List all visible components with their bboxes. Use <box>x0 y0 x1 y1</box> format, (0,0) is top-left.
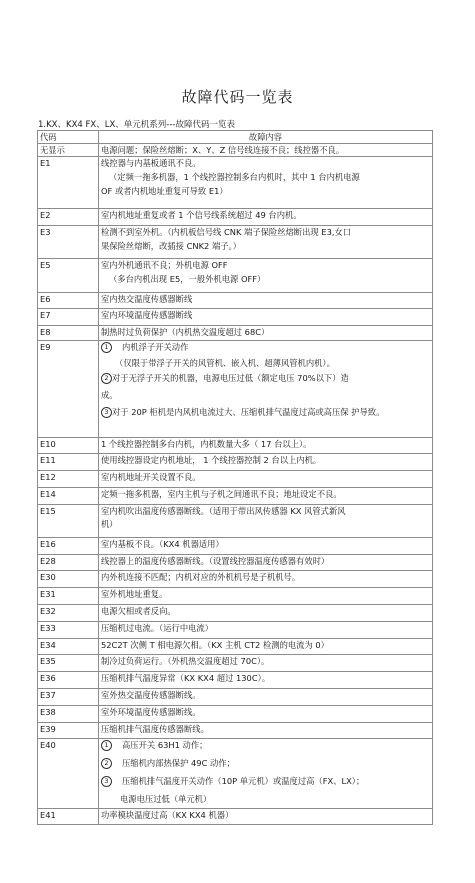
fault-description <box>99 226 433 259</box>
fault-code: E39 <box>38 723 99 739</box>
table-row <box>38 505 433 538</box>
fault-code: E1 <box>38 157 99 209</box>
fault-description <box>99 605 433 622</box>
table-header-row <box>38 131 433 144</box>
fault-description <box>99 144 433 157</box>
circled-number: 1 <box>101 740 112 751</box>
description-line: 室内环境温度传感器断线 <box>101 310 193 320</box>
table-row <box>38 259 433 293</box>
description-line: 制冷过负荷运行。（外机热交温度超过 70C）。 <box>101 656 270 666</box>
circled-number: 3 <box>101 776 112 787</box>
fault-description <box>99 438 433 454</box>
description-line: 3 对于 20P 柜机是内风机电流过大、压缩机排气温度过高或高压保 护导致。 <box>101 407 430 418</box>
table-row <box>38 555 433 571</box>
description-line: 内外机连接不匹配；内机对应的外机机号是子机机号。 <box>101 572 301 582</box>
table-row <box>38 622 433 639</box>
fault-code: E10 <box>38 438 99 454</box>
description-line: 室内外机通讯不良；外机电源 OFF <box>101 260 228 270</box>
fault-description <box>99 471 433 488</box>
table-row <box>38 571 433 588</box>
fault-code: E3 <box>38 226 99 259</box>
description-line: 压缩机过电流。（运行中电流） <box>101 623 214 633</box>
fault-description <box>99 655 433 672</box>
fault-description <box>99 505 433 538</box>
fault-description <box>99 689 433 706</box>
fault-code: E35 <box>38 655 99 672</box>
fault-description <box>99 209 433 226</box>
fault-description <box>99 706 433 723</box>
fault-description <box>99 639 433 655</box>
description-line: 室内机吹出温度传感器断线。（适用于带出风传感器 KX 风管式新风 <box>101 506 346 516</box>
table-row <box>38 293 433 309</box>
fault-code: E36 <box>38 672 99 689</box>
fault-code: E28 <box>38 555 99 571</box>
page-title: 故障代码一览表 <box>181 88 294 106</box>
table-row <box>38 488 433 505</box>
fault-code: E32 <box>38 605 99 622</box>
fault-description <box>99 293 433 309</box>
fault-code-table <box>37 130 433 825</box>
fault-code: E12 <box>38 471 99 488</box>
fault-description <box>99 341 433 438</box>
table-row <box>38 588 433 605</box>
fault-description <box>99 622 433 639</box>
fault-description <box>99 739 433 809</box>
fault-code: E5 <box>38 259 99 293</box>
description-line: （多台内机出现 E5，一般外机电源 OFF） <box>109 274 266 285</box>
fault-code: E34 <box>38 639 99 655</box>
table-row <box>38 538 433 555</box>
description-line: 1 高压开关 63H1 动作； <box>101 740 430 751</box>
description-line: 室内基板不良。（KX4 机器适用） <box>101 539 224 549</box>
fault-description <box>99 672 433 689</box>
table-row <box>38 689 433 706</box>
fault-code: E38 <box>38 706 99 723</box>
description-line: 室外环境温度传感器断线。 <box>101 707 201 717</box>
description-line: 电源电压过低（单元机） <box>120 794 212 804</box>
fault-code: E9 <box>38 341 99 438</box>
fault-code: E2 <box>38 209 99 226</box>
description-line: 室内热交温度传感器断线 <box>101 294 193 304</box>
fault-code: E7 <box>38 309 99 326</box>
table-row <box>38 144 433 157</box>
description-line: 机） <box>101 519 118 530</box>
description-line: 检测不到室外机。（内机板信号线 CNK 端子保险丝熔断出现 E3,女口 <box>101 227 352 237</box>
description-line: 线控器上的温度传感器断线。（设置线控器温度传感器有效时） <box>101 556 330 566</box>
fault-code: E15 <box>38 505 99 538</box>
description-line: 线控器与内基板通讯不良。 <box>101 158 201 168</box>
fault-code: E41 <box>38 809 99 825</box>
fault-description <box>99 259 433 293</box>
description-line: 室外机地址重复。 <box>101 589 168 599</box>
fault-code: E14 <box>38 488 99 505</box>
fault-code: E30 <box>38 571 99 588</box>
fault-description <box>99 555 433 571</box>
table-row <box>38 157 433 209</box>
fault-code: E6 <box>38 293 99 309</box>
description-line: 室内机地址开关设置不良。 <box>101 472 201 482</box>
description-line: 室内机地址重复或者 1 个信号线系统超过 49 台内机。 <box>101 210 302 220</box>
fault-description <box>99 723 433 739</box>
header-code: 代码 <box>38 131 99 144</box>
description-line: 制热时过负荷保护（内机热交温度超过 68C） <box>101 327 270 337</box>
fault-code: E31 <box>38 588 99 605</box>
description-line: 电源问题；保险丝熔断；X、Y、Z 信号线连接不良；线控器不良。 <box>101 145 345 155</box>
table-row <box>38 326 433 341</box>
table-row <box>38 639 433 655</box>
description-line: 1 内机浮子开关动作 <box>101 342 430 353</box>
description-line: （仅限于带浮子开关的风管机、嵌入机、超薄风管机内机）。 <box>115 358 335 368</box>
header-content: 故障内容 <box>99 131 433 144</box>
fault-code: E8 <box>38 326 99 341</box>
fault-code: E33 <box>38 622 99 639</box>
circled-number: 1 <box>101 342 112 353</box>
fault-description <box>99 326 433 341</box>
description-line: 1 个线控器控制多台内机，内机数量大多（ 17 台以上）。 <box>101 439 312 449</box>
fault-description <box>99 571 433 588</box>
fault-code: 无显示 <box>38 144 99 157</box>
table-row <box>38 309 433 326</box>
description-line: 功率模块温度过高（KX KX4 机器） <box>101 810 234 820</box>
table-row <box>38 209 433 226</box>
table-row <box>38 454 433 471</box>
fault-description <box>99 454 433 471</box>
circled-number: 3 <box>101 407 112 418</box>
description-line: 果保险丝熔断，改插接 CNK2 端子。） <box>101 241 242 252</box>
fault-description <box>99 488 433 505</box>
table-row <box>38 438 433 454</box>
fault-description <box>99 309 433 326</box>
table-row <box>38 341 433 438</box>
description-line: 使用线控器设定内机地址， 1 个线控器控制 2 台以上内机。 <box>101 455 322 465</box>
fault-code: E16 <box>38 538 99 555</box>
description-line: 3 压缩机排气温度开关动作（10P 单元机）或温度过高（FX、LX）； <box>101 776 430 787</box>
fault-description <box>99 538 433 555</box>
fault-description <box>99 588 433 605</box>
table-caption: 1.KX、KX4 FX、LX、单元机系列---故障代码一览表 <box>38 120 235 130</box>
description-line: 2 对于无浮子开关的机器，电源电压过低（额定电压 70%以下）造 <box>101 373 430 384</box>
description-line: 2 压缩机内部热保护 49C 动作； <box>101 758 430 769</box>
table-row <box>38 809 433 825</box>
circled-number: 2 <box>101 373 112 384</box>
fault-code: E37 <box>38 689 99 706</box>
description-line: 压缩机排气温度异常（KX KX4 超过 130C）。 <box>101 673 271 683</box>
table-row <box>38 226 433 259</box>
table-row <box>38 706 433 723</box>
description-line: 电源欠相或者反向。 <box>101 606 176 616</box>
description-line: 定频一拖多机器，室内主机与子机之间通讯不良；地址设定不良。 <box>101 489 342 499</box>
description-line: 室外热交温度传感器断线。 <box>101 690 201 700</box>
description-line: 52C2T 次侧 T 相电源欠相。（KX 主机 CT2 检测的电流为 0） <box>101 640 329 650</box>
fault-description <box>99 157 433 209</box>
circled-number: 2 <box>101 758 112 769</box>
table-row <box>38 739 433 809</box>
table-row <box>38 723 433 739</box>
description-line: OF 或者内机地址重复可导致 E1） <box>101 185 228 196</box>
description-line: 成。 <box>101 390 118 401</box>
description-line: 压缩机排气温度传感器断线。 <box>101 724 209 734</box>
fault-code: E40 <box>38 739 99 809</box>
fault-code: E11 <box>38 454 99 471</box>
table-row <box>38 655 433 672</box>
fault-description <box>99 809 433 825</box>
table-row <box>38 672 433 689</box>
description-line: （定频一拖多机器，1 个线控器控制多台内机时，其中 1 台内机电源 <box>109 172 360 183</box>
table-row <box>38 471 433 488</box>
table-row <box>38 605 433 622</box>
